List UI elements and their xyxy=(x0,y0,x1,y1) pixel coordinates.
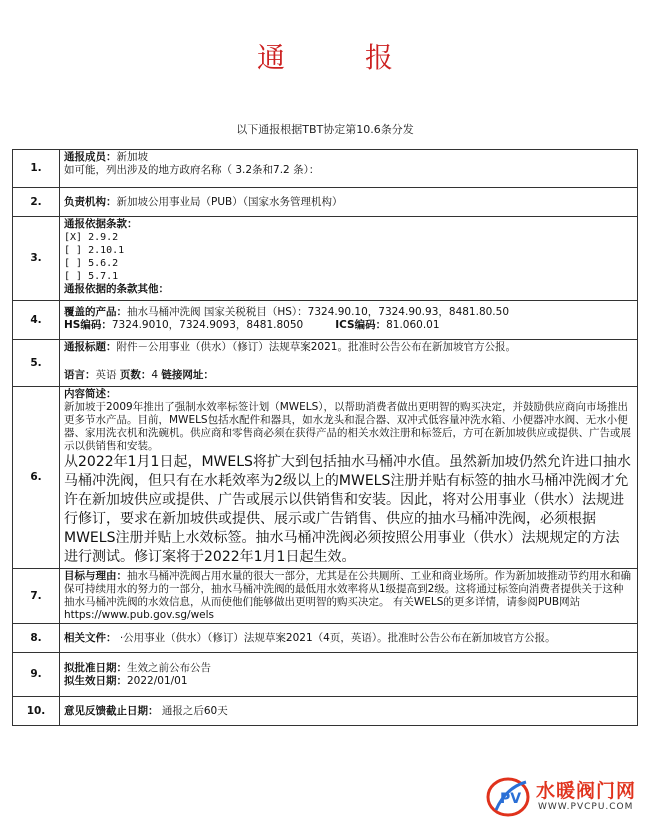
row-number: 8. xyxy=(13,624,60,653)
field-value-2: 2022/01/01 xyxy=(127,674,188,687)
field-value: ·公用事业（供水）（修订）法规草案2021（4页，英语）。批准时公告公布在新加坡官方公报。 xyxy=(119,631,556,644)
field-label-other: 通报依据的条款其他： xyxy=(64,283,169,295)
document-title xyxy=(0,36,650,76)
title-char-2: 报 xyxy=(365,41,394,74)
field-label-2: 拟生效日期： xyxy=(64,674,127,687)
field-label: 意见反馈截止日期： xyxy=(64,704,159,717)
field-value: 附件－公用事业（供水）（修订）法规草案2021。批准时公告公布在新加坡官方公报。 xyxy=(116,341,516,353)
row-content xyxy=(60,697,638,726)
field-label: 通报标题： xyxy=(64,341,117,353)
ics-label: ICS编码： xyxy=(335,319,387,331)
pages-label: 页数： xyxy=(119,369,152,381)
row-7 xyxy=(13,569,638,624)
field-value: 通报之后60天 xyxy=(161,704,228,717)
ics-value: 81.060.01 xyxy=(386,319,440,331)
field-label: 覆盖的产品： xyxy=(64,306,127,318)
field-label: 目标与理由： xyxy=(64,570,127,582)
field-value: 抽水马桶冲洗阀 国家关税税目（HS）：7324.90.10，7324.90.93，8481.80.50 xyxy=(127,306,510,318)
row-number: 9. xyxy=(13,653,60,697)
hs-label: HS编码： xyxy=(64,319,112,331)
row-number: 1. xyxy=(13,150,60,188)
link-label: 链接网址： xyxy=(161,369,214,381)
row-2 xyxy=(13,188,638,217)
row-content xyxy=(60,387,638,569)
row-8 xyxy=(13,624,638,653)
field-value: 新加坡公用事业局（PUB）（国家水务管理机构） xyxy=(116,195,343,208)
row-content xyxy=(60,653,638,697)
pv-logo-icon xyxy=(486,776,530,818)
row-number: 5. xyxy=(13,340,60,387)
article-option: [ ] 2.10.1 xyxy=(64,245,125,256)
row-3 xyxy=(13,217,638,301)
row-6 xyxy=(13,387,638,569)
field-label: 相关文件： xyxy=(64,631,117,644)
row-number: 6. xyxy=(13,387,60,569)
row-number: 3. xyxy=(13,217,60,301)
field-label: 拟批准日期： xyxy=(64,661,127,674)
hs-value: 7324.9010，7324.9093，8481.8050 xyxy=(111,319,304,331)
document-subtitle: 以下通报根据TBT协定第10.6条分发 xyxy=(236,123,414,136)
field-value: 抽水马桶冲洗阀占用水量的很大一部分，尤其是在公共厕所、工业和商业场所。作为新加坡推动节约用水和确保可持续用水的努力的一部分，抽水马桶冲洗阀的最低用水效率将从1级提高到2级。这将通过标签向消费者提供关于这种抽水马桶冲洗阀的水效信息，从而使他们能够做出更明智的购买决定。 有关WELS的更多详情，请参阅PUB网站https://www.pub.gov.sg/wels xyxy=(64,570,631,621)
description-small: 新加坡于2009年推出了强制水效率标签计划（MWELS），以帮助消费者做出更明智的购买决定，并鼓励供应商向市场推出更多节水产品。目前，MWELS包括水配件和器具，如水龙头和混合器、双冲式低容量冲洗水箱、小便器冲水阀、无水小便器、家用洗衣机和洗碗机。供应商和零售商必须在获得产品的相关水效注册和标签后，方可在新加坡供应或提供、广告或展示以供销售和安装。 xyxy=(64,401,631,452)
field-label: 内容简述： xyxy=(64,388,117,400)
watermark-url: WWW.PVCPU.COM xyxy=(538,802,634,812)
row-content xyxy=(60,624,638,653)
title-char-1: 通 xyxy=(256,41,285,74)
row-1 xyxy=(13,150,638,188)
row-content xyxy=(60,340,638,387)
watermark-title: 水暖阀门网 xyxy=(536,780,637,802)
article-option: [ ] 5.7.1 xyxy=(64,271,119,282)
row-number: 4. xyxy=(13,301,60,340)
field-note: 如可能，列出涉及的地方政府名称（ 3.2条和7.2 条）： xyxy=(64,164,320,176)
language-label: 语言： xyxy=(64,369,96,381)
row-number: 10. xyxy=(13,697,60,726)
field-label: 通报依据条款： xyxy=(64,218,138,230)
row-5 xyxy=(13,340,638,387)
row-4 xyxy=(13,301,638,340)
row-content xyxy=(60,301,638,340)
row-number: 7. xyxy=(13,569,60,624)
description-large: 从2022年1月1日起，MWELS将扩大到包括抽水马桶冲水值。虽然新加坡仍然允许进口抽水马桶冲洗阀，但只有在水耗效率为2级以上的MWELS注册并贴有标签的抽水马桶冲洗阀才允许在新加坡供应或提供、广告或展示以供销售和安装。因此，将对公用事业（供水）法规进行修订，要求在新加坡供或提供、展示或广告销售、供应的抽水马桶冲洗阀，必须根据MWELS注册并贴上水效标签。抽水马桶冲洗阀必须按照公用事业（供水）法规规定的方法进行测试。修订案将于2022年1月1日起生效。 xyxy=(64,454,631,565)
field-label: 负责机构： xyxy=(64,195,117,208)
row-content xyxy=(60,569,638,624)
row-content xyxy=(60,150,638,188)
field-label: 通报成员： xyxy=(64,151,117,163)
article-option: [X] 2.9.2 xyxy=(64,232,119,243)
notification-table xyxy=(12,149,638,726)
watermark-logo xyxy=(486,774,646,822)
logo-mark-text: PV xyxy=(500,791,522,807)
row-content xyxy=(60,188,638,217)
article-option: [ ] 5.6.2 xyxy=(64,258,119,269)
row-10 xyxy=(13,697,638,726)
pages-value: 4 xyxy=(151,369,159,381)
row-content xyxy=(60,217,638,301)
field-value: 生效之前公布公告 xyxy=(127,661,211,674)
field-value: 新加坡 xyxy=(116,151,148,163)
language-value: 英语 xyxy=(95,369,117,381)
row-number: 2. xyxy=(13,188,60,217)
row-9 xyxy=(13,653,638,697)
